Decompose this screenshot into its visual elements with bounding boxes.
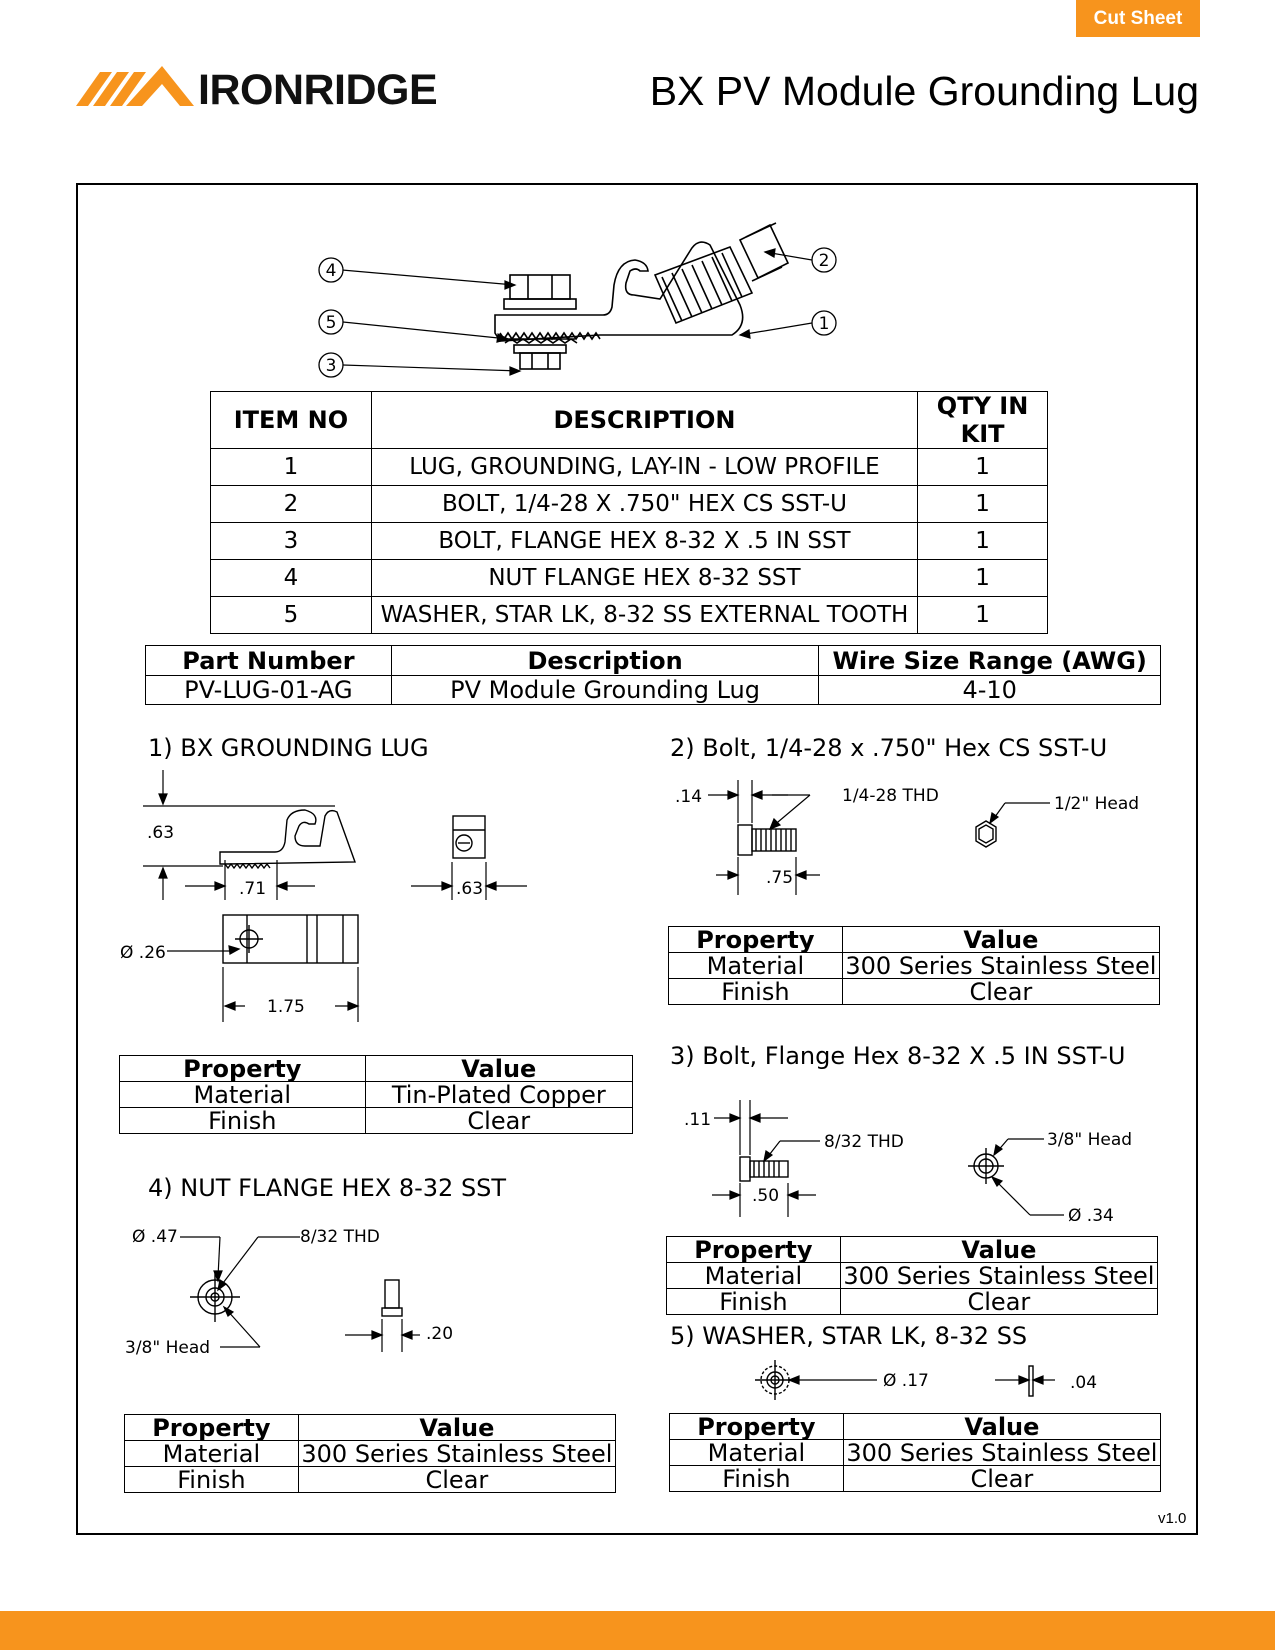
property-header: Property: [670, 1414, 844, 1440]
lug-drawing: [115, 770, 575, 1030]
property-value: Clear: [298, 1467, 615, 1493]
dim-lug-end: .63: [456, 879, 484, 899]
table-row: [670, 1440, 1161, 1466]
dim-lug-071: .71: [239, 879, 267, 899]
table-row: [125, 1467, 616, 1493]
item-qty: 1: [918, 486, 1048, 523]
property-value: 300 Series Stainless Steel: [843, 1440, 1160, 1466]
kit-table-header: [211, 392, 1048, 449]
dim-lug-length: 1.75: [267, 997, 305, 1017]
nut-drawing: [120, 1215, 480, 1365]
table-row: [211, 560, 1048, 597]
ironridge-logo-icon: [76, 62, 196, 108]
property-name: Material: [669, 953, 843, 979]
dim-flange-bolt-head-size: 3/8" Head: [1047, 1130, 1133, 1150]
dim-washer-diameter: Ø .17: [883, 1371, 929, 1391]
header-part-description: Description: [391, 646, 819, 676]
section-title-bolt: 2) Bolt, 1/4-28 x .750" Hex CS SST-U: [670, 734, 1108, 762]
dim-washer-thickness: .04: [1070, 1373, 1098, 1393]
section-title-lug: 1) BX GROUNDING LUG: [148, 734, 429, 762]
section-title-nut: 4) NUT FLANGE HEX 8-32 SST: [148, 1174, 507, 1202]
dim-lug-height: .63: [147, 823, 175, 843]
item-description: BOLT, FLANGE HEX 8-32 X .5 IN SST: [371, 523, 917, 560]
cut-sheet-badge: Cut Sheet: [1076, 0, 1200, 37]
item-qty: 1: [918, 597, 1048, 634]
flange-bolt-properties-table: [666, 1236, 1158, 1315]
item-no: 4: [211, 560, 372, 597]
header-qty: QTY IN KIT: [918, 392, 1048, 449]
property-header: Property: [120, 1056, 366, 1082]
part-table: [145, 645, 1161, 705]
table-row: [120, 1082, 633, 1108]
property-name: Finish: [667, 1289, 841, 1315]
table-row: [669, 953, 1160, 979]
item-qty: 1: [918, 560, 1048, 597]
table-row: [211, 449, 1048, 486]
table-row: [667, 1263, 1158, 1289]
kit-table: [210, 391, 1048, 634]
property-name: Finish: [670, 1466, 844, 1492]
washer-drawing: [755, 1360, 1135, 1410]
item-description: LUG, GROUNDING, LAY-IN - LOW PROFILE: [371, 449, 917, 486]
property-header: Property: [669, 927, 843, 953]
dim-flange-bolt-length: .50: [752, 1186, 780, 1206]
property-name: Material: [670, 1440, 844, 1466]
property-value: Clear: [842, 979, 1159, 1005]
lug-properties-table: [119, 1055, 633, 1134]
section-title-washer: 5) WASHER, STAR LK, 8-32 SS: [670, 1322, 1028, 1350]
table-row: [670, 1466, 1161, 1492]
assembly-drawing: [300, 215, 900, 385]
callout-4: 4: [325, 261, 337, 281]
header-description: DESCRIPTION: [371, 392, 917, 449]
property-value: 300 Series Stainless Steel: [840, 1263, 1157, 1289]
callout-5: 5: [325, 313, 337, 333]
dim-lug-hole: Ø .26: [120, 943, 166, 963]
property-value: 300 Series Stainless Steel: [842, 953, 1159, 979]
dim-nut-head: 3/8" Head: [125, 1338, 211, 1358]
header-wire-size: Wire Size Range (AWG): [819, 646, 1161, 676]
dim-nut-thread: 8/32 THD: [300, 1227, 380, 1247]
dim-flange-bolt-head: .11: [684, 1110, 712, 1130]
item-qty: 1: [918, 449, 1048, 486]
table-row: [211, 597, 1048, 634]
version-label: v1.0: [1158, 1510, 1187, 1527]
dim-nut-flange: Ø .47: [132, 1227, 178, 1247]
item-no: 1: [211, 449, 372, 486]
item-description: BOLT, 1/4-28 X .750" HEX CS SST-U: [371, 486, 917, 523]
property-name: Finish: [669, 979, 843, 1005]
table-row: [211, 523, 1048, 560]
property-name: Material: [667, 1263, 841, 1289]
property-name: Material: [120, 1082, 366, 1108]
property-header: Property: [125, 1415, 299, 1441]
item-description: NUT FLANGE HEX 8-32 SST: [371, 560, 917, 597]
item-description: WASHER, STAR LK, 8-32 SS EXTERNAL TOOTH: [371, 597, 917, 634]
value-header: Value: [842, 927, 1159, 953]
header-part-number: Part Number: [146, 646, 392, 676]
property-name: Finish: [120, 1108, 366, 1134]
dim-bolt-thread: 1/4-28 THD: [842, 786, 939, 806]
callout-2: 2: [818, 251, 830, 271]
item-no: 2: [211, 486, 372, 523]
part-table-header: [146, 646, 1161, 676]
nut-properties-table: [124, 1414, 616, 1493]
table-row: [125, 1441, 616, 1467]
brand-name: IRONRIDGE: [198, 66, 438, 114]
dim-bolt-length: .75: [766, 868, 794, 888]
page-title: BX PV Module Grounding Lug: [649, 68, 1199, 114]
bolt-drawing: [670, 775, 1150, 905]
value-header: Value: [298, 1415, 615, 1441]
dim-nut-height: .20: [426, 1324, 454, 1344]
value-header: Value: [843, 1414, 1160, 1440]
section-title-flange-bolt: 3) Bolt, Flange Hex 8-32 X .5 IN SST-U: [670, 1042, 1126, 1070]
property-value: Clear: [843, 1466, 1160, 1492]
table-row: [120, 1108, 633, 1134]
part-description: PV Module Grounding Lug: [391, 676, 819, 705]
callout-3: 3: [325, 356, 337, 376]
dim-flange-bolt-flange: Ø .34: [1068, 1206, 1114, 1226]
table-row: [211, 486, 1048, 523]
property-value: Tin-Plated Copper: [365, 1082, 632, 1108]
property-value: Clear: [840, 1289, 1157, 1315]
callout-1: 1: [818, 314, 830, 334]
property-name: Finish: [125, 1467, 299, 1493]
value-header: Value: [365, 1056, 632, 1082]
item-no: 3: [211, 523, 372, 560]
wire-size: 4-10: [819, 676, 1161, 705]
property-header: Property: [667, 1237, 841, 1263]
header-item-no: ITEM NO: [211, 392, 372, 449]
part-number: PV-LUG-01-AG: [146, 676, 392, 705]
property-value: 300 Series Stainless Steel: [298, 1441, 615, 1467]
washer-properties-table: [669, 1413, 1161, 1492]
table-row: [669, 979, 1160, 1005]
dim-bolt-head: .14: [675, 787, 703, 807]
dim-bolt-head-size: 1/2" Head: [1054, 794, 1140, 814]
item-qty: 1: [918, 523, 1048, 560]
flange-bolt-drawing: [670, 1095, 1150, 1225]
property-value: Clear: [365, 1108, 632, 1134]
table-row: [146, 676, 1161, 705]
item-no: 5: [211, 597, 372, 634]
bolt-properties-table: [668, 926, 1160, 1005]
footer-bar: [0, 1611, 1275, 1650]
property-name: Material: [125, 1441, 299, 1467]
value-header: Value: [840, 1237, 1157, 1263]
dim-flange-bolt-thread: 8/32 THD: [824, 1132, 904, 1152]
table-row: [667, 1289, 1158, 1315]
